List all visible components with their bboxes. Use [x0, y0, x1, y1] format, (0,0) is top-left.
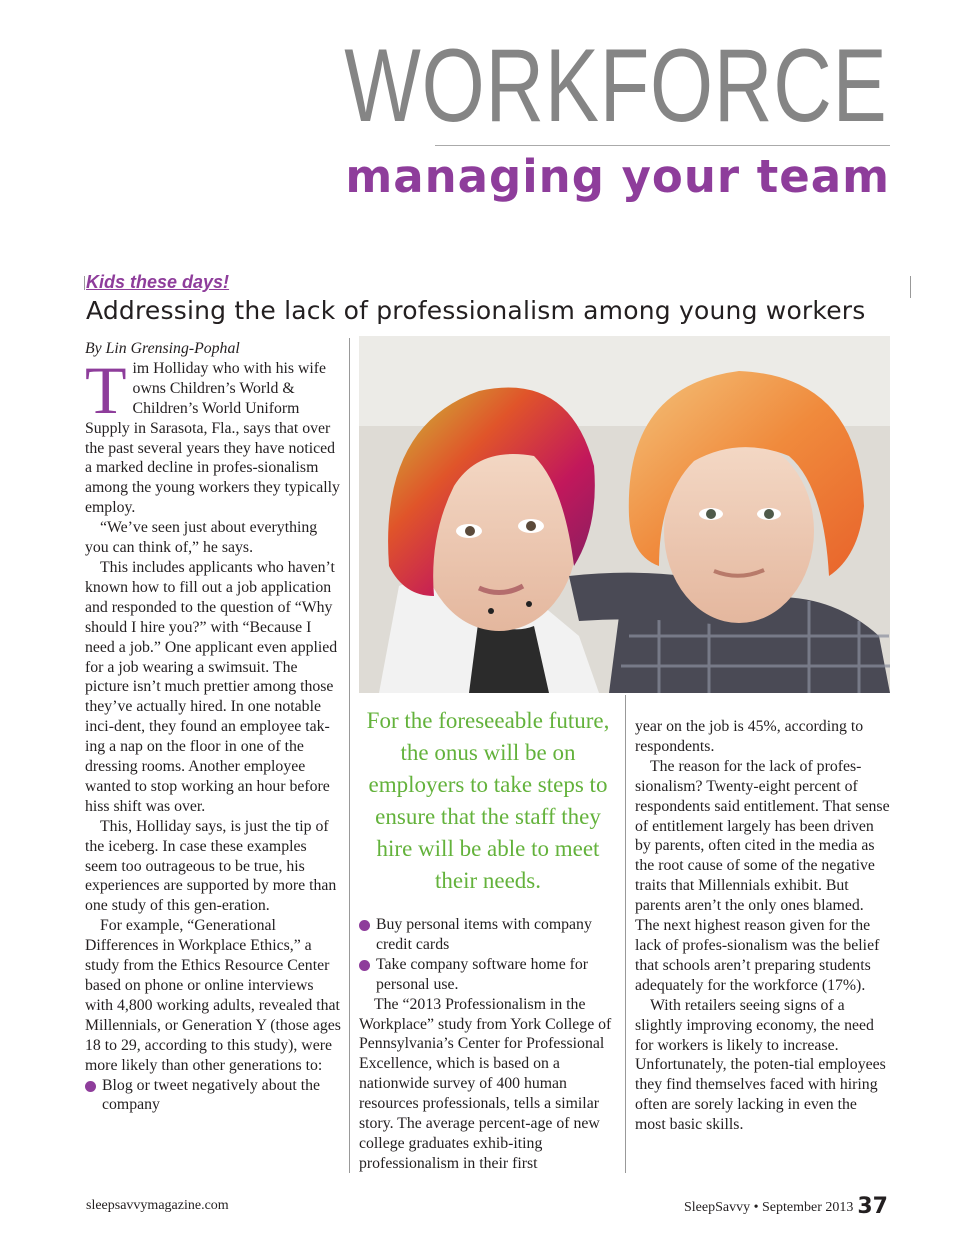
paragraph-text: im Holliday who with his wife owns Children’s World & Children’s World Uniform Supply in Sarasota, Fla., says that over the past several years they have noticed a marked decline in profes-sionalism among the young workers they typically employ. — [85, 359, 340, 517]
paragraph: year on the job is 45%, according to respondents. — [635, 718, 864, 755]
paragraph: For example, “Generational Differences in Workplace Ethics,” a study from the Ethics Resource Center based on phone or online interviews with 4,800 working adults, revealed that Millennials, or Generation Y (those ages 18 to 29, according to this study), were more likely than other generations to: — [85, 917, 341, 1074]
bullet-text: Take company software home for personal use. — [376, 955, 589, 993]
article-kicker: Kids these days! — [86, 272, 230, 292]
bullet-text: Buy personal items with company credit cards — [376, 916, 592, 953]
frame-rule-right — [910, 276, 911, 298]
column-2 — [359, 915, 617, 1174]
column-divider — [625, 695, 626, 1173]
section-title: WORKFORCE — [344, 28, 888, 144]
paragraph: This, Holliday says, is just the tip of the iceberg. In case these examples seem too outrageous to be true, his experiences are supported by more than one study of this gen-eration. — [85, 817, 337, 915]
paragraph: The reason for the lack of profes-sionalism? Twenty-eight percent of respondents said entitlement. That sense of entitlement largely has been driven by parents, often cited in the media as the root cause of some of the negative traits that Millennials exhibit. But parents aren’t the only ones blamed. The next highest reason given for the lack of profes-sionalism was the belief that schools aren’t preparing students adequately for the workforce (17%). — [635, 757, 890, 994]
bullet-item — [359, 915, 617, 955]
column-1 — [85, 339, 341, 1115]
paragraph: The “2013 Professionalism in the Workplace” study from York College of Pennsylvania’s Center for Professional Excellence, which is based on a nationwide survey of 400 human resources professionals, tells a similar story. The average percent-age of new college graduates exhib-iting professionalism in their first — [359, 995, 612, 1172]
paragraph: With retailers seeing signs of a slightly improving economy, the need for workers is likely to increase. Unfortunately, the poten-tial employees they find themselves faced with hiring often are sorely lacking in even the most basic skills. — [635, 996, 886, 1134]
paragraph — [85, 351, 341, 518]
column-3 — [635, 717, 891, 1135]
page-number: 37 — [857, 1194, 888, 1219]
pull-quote: For the foreseeable future, the onus will be on employers to take steps to ensure that the staff they hire will be able to meet their needs. — [366, 708, 610, 893]
footer-website: sleepsavvymagazine.com — [86, 1198, 229, 1213]
drop-cap: T — [85, 351, 127, 428]
article-headline: Addressing the lack of professionalism among young workers — [86, 296, 866, 325]
bullet-dot-icon — [359, 920, 370, 931]
bullet-text: Blog or tweet negatively about the company — [102, 1076, 321, 1114]
bullet-dot-icon — [359, 960, 370, 971]
header-divider — [435, 145, 890, 146]
paragraph: “We’ve seen just about everything you can think of,” he says. — [85, 519, 318, 557]
bullet-item — [85, 1076, 341, 1116]
article-photo — [359, 336, 890, 693]
paragraph: This includes applicants who haven’t known how to fill out a job application and responded to the question of “Why should I hire you?” with “Because I need a job.” One applicant even applied for a job wearing a swimsuit. The picture isn’t much prettier among those they’ve actually hired. In one notable inci-dent, they found an employee tak-ing a nap on the floor in one of the dressing rooms. Another employee wanted to stop working an hour before hiss shift was over. — [85, 558, 338, 815]
young-workers-photo — [359, 336, 890, 693]
bullet-dot-icon — [85, 1081, 96, 1092]
bullet-item — [359, 955, 617, 995]
frame-rule-left — [84, 276, 85, 290]
section-subtitle: managing your team — [345, 150, 890, 203]
footer-publication-info — [684, 1194, 888, 1219]
column-divider — [349, 338, 350, 1173]
byline: By Lin Grensing-Pophal — [85, 340, 240, 357]
footer-publication: SleepSavvy • September 2013 — [684, 1200, 854, 1215]
